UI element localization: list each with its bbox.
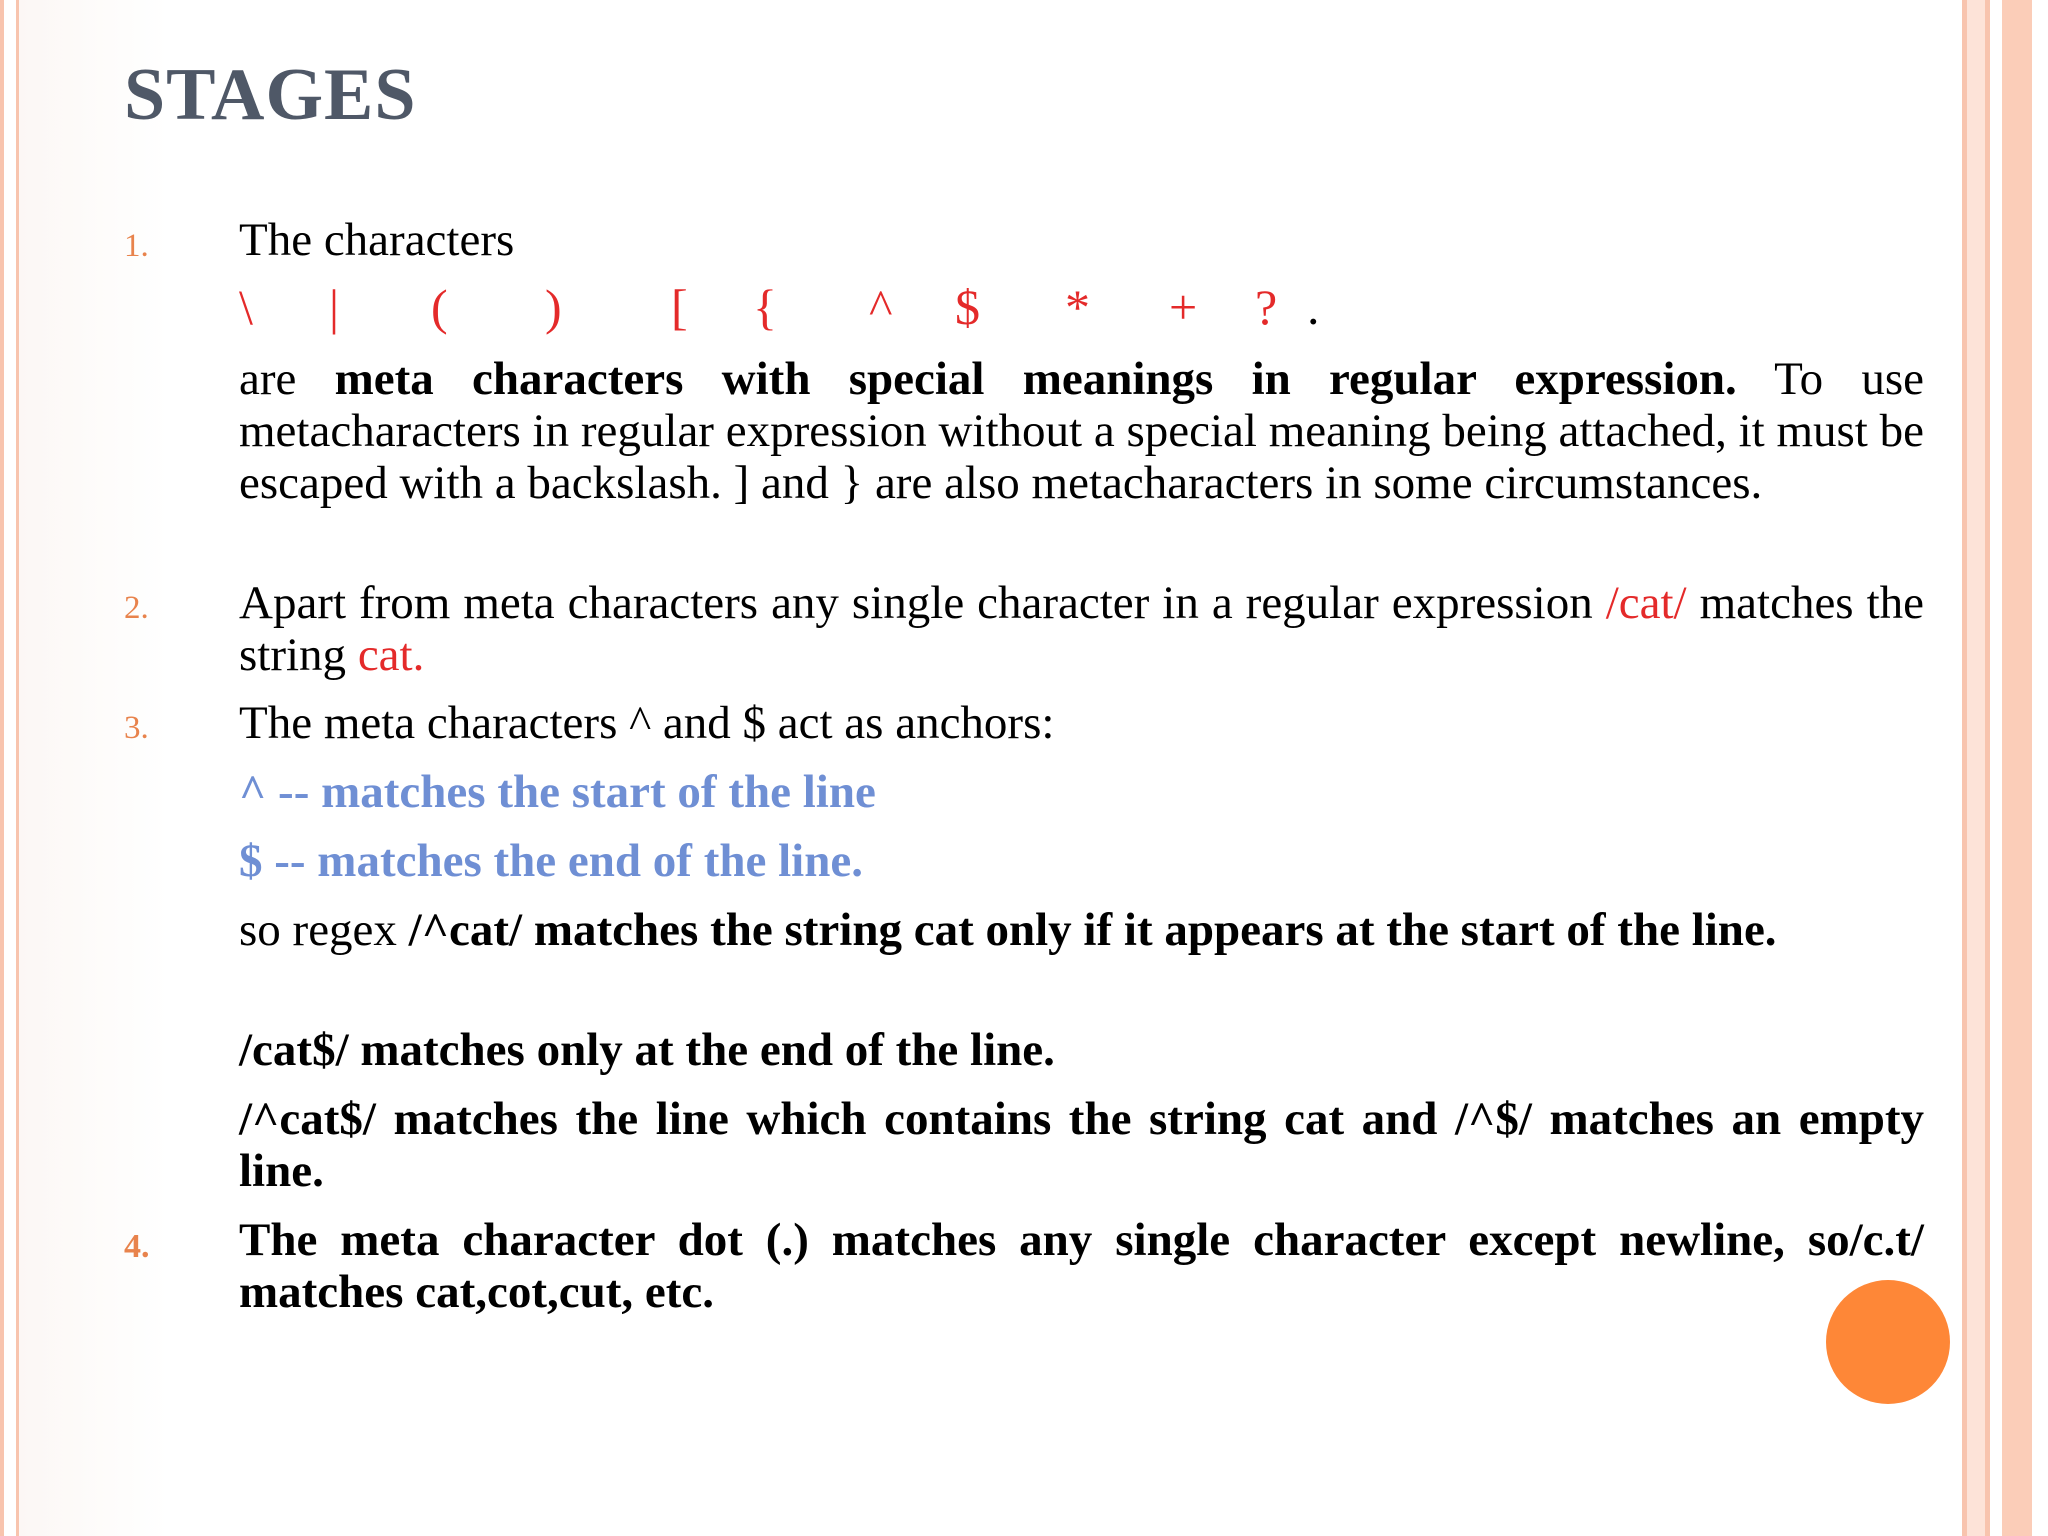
anchor-start-desc: ^ -- matches the start of the line (239, 766, 876, 818)
meta-characters-row (239, 279, 1439, 342)
item-3-example-1 (239, 904, 1924, 956)
item-2-regex: /cat/ (1605, 577, 1687, 629)
item-number-3: 3. (124, 710, 149, 746)
meta-char: ) (545, 279, 562, 335)
item-number-1: 1. (124, 228, 149, 264)
item-3-example-3: /^cat$/ matches the line which contains the string cat and /^$/ matches an empty line. (239, 1093, 1924, 1197)
item-number-2: 2. (124, 590, 149, 626)
item-3-example-2: /cat$/ matches only at the end of the line. (239, 1024, 1055, 1076)
anchor-end-desc: $ -- matches the end of the line. (239, 835, 863, 887)
example-1-bold: /^cat/ matches the string cat only if it appears at the start of the line. (408, 904, 1777, 956)
item-1-description (239, 353, 1924, 509)
slide-title: STAGES (124, 54, 417, 136)
meta-char: | (329, 279, 340, 335)
meta-char: ^ (869, 279, 893, 335)
meta-char: * (1065, 279, 1090, 335)
meta-char: \ (239, 279, 253, 335)
item-1-desc-bold: meta characters with special meanings in regular expression. (334, 353, 1737, 405)
meta-char: [ (671, 279, 688, 335)
meta-char: . (1307, 279, 1320, 335)
meta-char: ( (431, 279, 448, 335)
item-3-intro: The meta characters ^ and $ act as anchors: (239, 697, 1055, 749)
item-2-text-b: matches the string (239, 577, 1924, 681)
example-1-prefix: so regex (239, 904, 409, 956)
item-2-text-a: Apart from meta characters any single character in a regular expression (239, 577, 1606, 629)
meta-char: ? (1255, 279, 1278, 335)
item-4-text: The meta character dot (.) matches any single character except newline, so/c.t/ matches cat,cot,cut, etc. (239, 1214, 1924, 1318)
meta-char: + (1169, 279, 1198, 335)
item-1-intro: The characters (239, 214, 515, 266)
item-1-desc-prefix: are (239, 353, 335, 405)
meta-char: $ (955, 279, 980, 335)
item-2-text (239, 577, 1924, 681)
item-number-4: 4. (124, 1228, 150, 1265)
item-2-match: cat. (357, 629, 425, 681)
item-1-desc-rest: To use metacharacters in regular expression without a special meaning being attached, it must be escaped with a backslash. ] and } are also metacharacters in some circumstances. (239, 353, 1925, 509)
meta-char: { (753, 279, 777, 335)
